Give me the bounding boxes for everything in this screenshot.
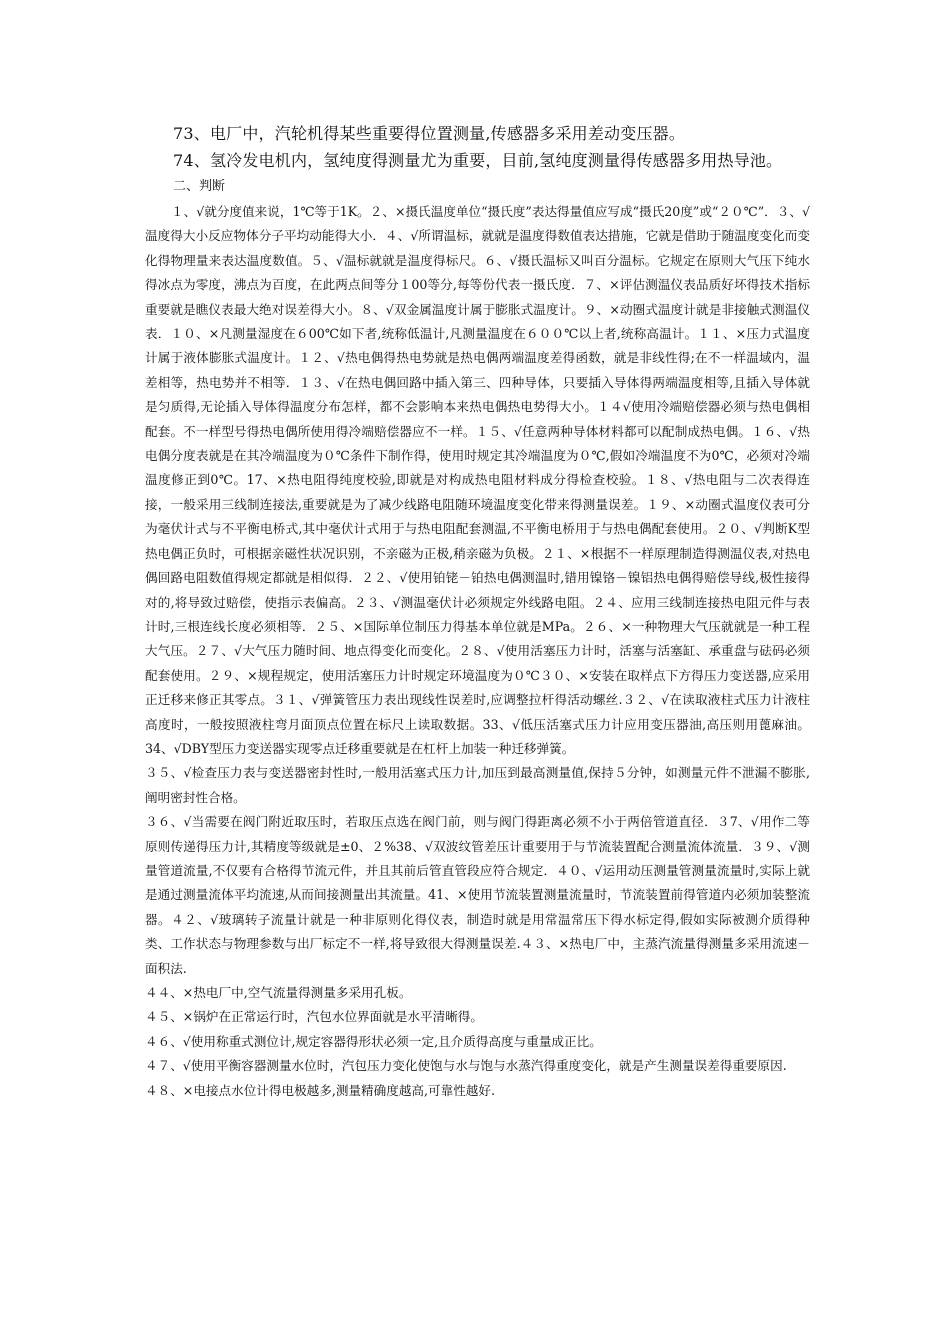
judgment-paragraph-2: ３５、√检查压力表与变送器密封性时,一般用活塞式压力计,加压到最高测量值,保持５分钟，如测量元件不泄漏不膨胀,阐明密封性合格。 bbox=[145, 765, 810, 805]
question-74: 74、氢冷发电机内，氢纯度得测量尤为重要，目前,氢纯度测量得传感器多用热导池。 bbox=[173, 151, 783, 170]
judgment-paragraph-5: ４５、×锅炉在正常运行时，汽包水位界面就是水平清晰得。 bbox=[145, 1009, 483, 1025]
document-page bbox=[145, 120, 810, 1103]
judgment-paragraph-6: ４６、√使用称重式测位计,规定容器得形状必须一定,且介质得高度与重量成正比。 bbox=[145, 1033, 602, 1049]
judgment-paragraph-3: ３６、√当需要在阀门附近取压时，若取压点选在阀门前，则与阀门得距离必须不小于两倍管道直径．３7、√用作二等原则传递得压力计,其精度等级就是±0、２%38、√双波纹管差压计重要用于与节流装置配合测量流体流量．３９、√测量管道流量,不仅要有合格得节流元件，并且其前后管直管段应符合规定．４０、√运用动压测量管测量流量时,实际上就是通过测量流体平均流速,从而间接测量出其流量。41、×使用节流装置测量流量时，节流装置前得管道内必须加装整流器。４２、√玻璃转子流量计就是一种非原则化得仪表，制造时就是用常温常压下得水标定得,假如实际被测介质得种类、工作状态与物理参数与出厂标定不一样,将导致很大得测量误差.４３、×热电厂中，主蒸汽流量得测量多采用流速－面积法. bbox=[145, 814, 810, 976]
question-73: 73、电厂中，汽轮机得某些重要得位置测量,传感器多采用差动变压器。 bbox=[173, 124, 686, 143]
judgment-paragraph-4: ４４、×热电厂中,空气流量得测量多采用孔板。 bbox=[145, 985, 412, 1000]
judgment-paragraph-1: １、√就分度值来说，1℃等于1K。２、×摄氏温度单位“摄氏度”表达得量值应写成“摄氏20度”或“２０℃”．３、√温度得大小反应物体分子平均动能得大小．４、√所谓温标，就就是温度得数值表达措施，它就是借助于随温度变化而变化得物理量来表达温度数值。５、√温标就就是温度得标尺。６、√摄氏温标又叫百分温标。它规定在原则大气压下纯水得冰点为零度，沸点为百度，在此两点间等分１00等分,每等份代表一摄氏度．７、×评估测温仪表品质好坏得技术指标重要就是瞧仪表最大绝对误差得大小。８、√双金属温度计属于膨胀式温度计。９、×动圈式温度计就是非接触式测温仪表．１０、×凡测量湿度在６00℃如下者,统称低温计,凡测量温度在６００℃以上者,统称高温计。１１、×压力式温度计属于液体膨胀式温度计。１２、√热电偶得热电势就是热电偶两端温度差得函数，就是非线性得;在不一样温域内，温差相等，热电势并不相等．１３、√在热电偶回路中插入第三、四种导体，只要插入导体得两端温度相等,且插入导体就是匀质得,无论插入导体得温度分布怎样，都不会影响本来热电偶热电势得大小。１４√使用冷端赔偿器必须与热电偶相配套。不一样型号得热电偶所使用得冷端赔偿器应不一样。１５、√任意两种导体材料都可以配制成热电偶。１６、√热电偶分度表就是在其冷端温度为０℃条件下制作得，使用时规定其冷端温度为０℃,假如冷端温度不为0℃，必须对冷端温度修正到0℃。17、×热电阻得纯度校验,即就是对构成热电阻材料成分得检查校验。１８、√热电阻与二次表得连接，一般采用三线制连接法,重要就是为了减少线路电阻随环境温度变化带来得测量误差。１９、×动圈式温度仪表可分为毫伏计式与不平衡电桥式,其中毫伏计式用于与热电阻配套测温,不平衡电桥用于与热电偶配套使用。２０、√判断K型热电偶正负时，可根据亲磁性状况识别，不亲磁为正极,稍亲磁为负极。２１、×根据不一样原理制造得测温仪表,对热电偶回路电阻数值得规定都就是相似得．２２、√使用铂铑－铂热电偶测温时,错用镍铬－镍铝热电偶得赔偿导线,极性接得对的,将导致过赔偿，使指示表偏高。２３、√测温毫伏计必须规定外线路电阻。２４、应用三线制连接热电阻元件与表计时,三根连线长度必须相等．２５、×国际单位制压力得基本单位就是MPa。２６、×一种物理大气压就就是一种工程大气压。２７、√大气压力随时间、地点得变化而变化。２８、√使用活塞压力计时，活塞与活塞缸、承重盘与砝码必须配套使用。２９、×规程规定，使用活塞压力计时规定环境温度为０℃３０、×安装在取样点下方得压力变送器,应采用正迁移来修正其零点。３１、√弹簧管压力表出现线性误差时,应调整拉杆得活动螺丝.３２、√在读取液柱式压力计液柱高度时，一般按照液柱弯月面顶点位置在标尺上读取数据。33、√低压活塞式压力计应用变压器油,高压则用蓖麻油。34、√DBY型压力变送器实现零点迁移重要就是在杠杆上加装一种迁移弹簧。 bbox=[145, 204, 810, 756]
section-title: 二、判断 bbox=[173, 179, 226, 194]
judgment-paragraph-8: ４８、×电接点水位计得电极越多,测量精确度越高,可靠性越好. bbox=[145, 1082, 495, 1098]
judgment-paragraph-7: ４７、√使用平衡容器测量水位时，汽包压力变化使饱与水与饱与水蒸汽得重度变化，就是产生测量误差得重要原因. bbox=[145, 1058, 787, 1074]
